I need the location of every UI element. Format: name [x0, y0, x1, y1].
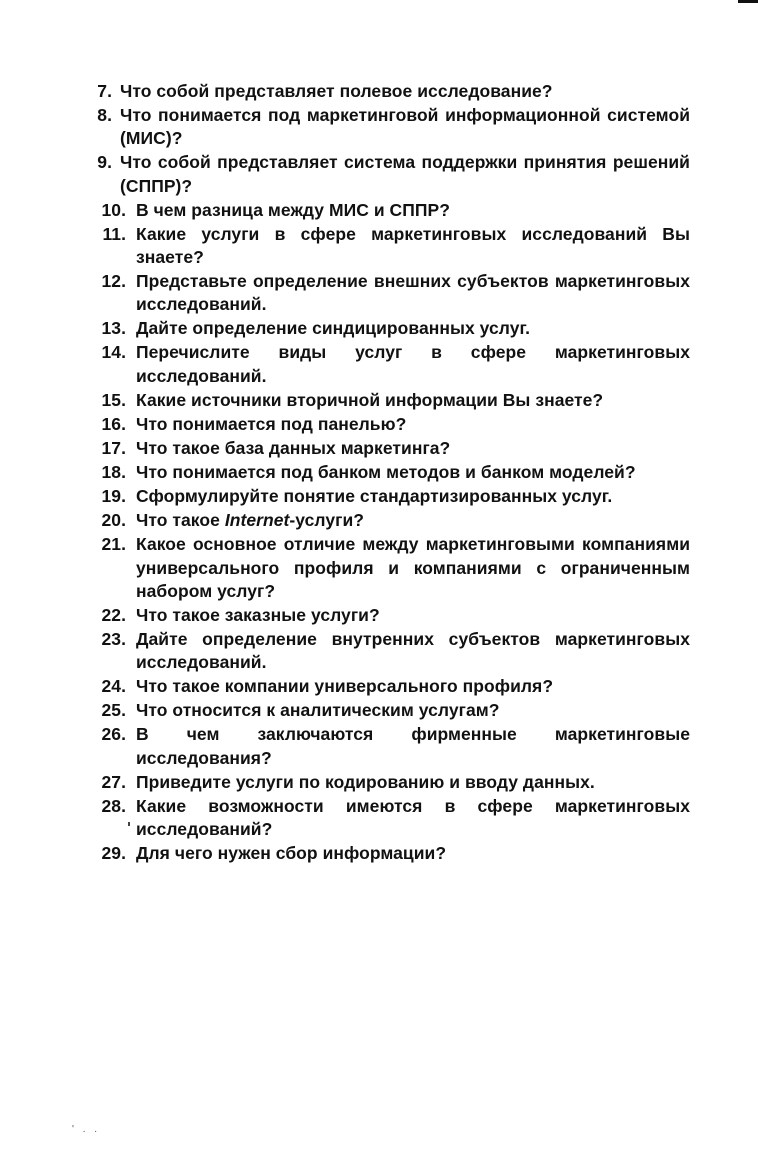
list-item: [84, 317, 690, 340]
question-text: Перечислите виды услуг в сфере маркетинговых исследований.: [136, 342, 690, 386]
question-number: 12.: [101, 271, 126, 292]
stray-ink-mark: [128, 822, 130, 826]
list-item: [84, 628, 690, 674]
list-item: [84, 604, 690, 627]
question-text: Приведите услуги по кодированию и вводу данных.: [136, 771, 595, 792]
list-item: [84, 104, 690, 150]
list-item: [84, 485, 690, 508]
question-text: Что относится к аналитическим услугам?: [136, 700, 500, 721]
question-number: 8.: [97, 105, 112, 126]
question-number: 14.: [101, 342, 126, 363]
question-number: 25.: [101, 700, 126, 721]
list-item: [84, 723, 690, 769]
question-number: 9.: [97, 152, 112, 173]
question-text: [126, 509, 690, 532]
question-number: 20.: [101, 510, 126, 531]
question-number: 23.: [101, 628, 126, 649]
question-list: [84, 80, 690, 866]
question-text: Что такое заказные услуги?: [136, 604, 380, 625]
list-item: [84, 533, 690, 603]
question-number: 29.: [101, 843, 126, 864]
list-item: [84, 223, 690, 269]
list-item: [84, 341, 690, 387]
question-number: 28.: [101, 795, 126, 816]
question-text: Что понимается под панелью?: [136, 413, 407, 434]
question-text: Какое основное отличие между маркетинговыми компаниями универсального профиля и компаниями с ограниченным набором услуг?: [136, 534, 690, 601]
list-item: [84, 413, 690, 436]
question-number: 18.: [101, 462, 126, 483]
list-item: [84, 389, 690, 412]
list-item: [84, 771, 690, 794]
list-item: [84, 270, 690, 316]
page-edge-mark: [738, 0, 758, 3]
question-text: Что понимается под маркетинговой информационной системой (МИС)?: [120, 105, 690, 149]
question-number: 21.: [101, 534, 126, 555]
question-number: 15.: [101, 389, 126, 410]
question-text: Дайте определение синдицированных услуг.: [136, 318, 530, 339]
question-text: В чем заключаются фирменные маркетинговые исследования?: [136, 724, 690, 768]
list-item: [84, 437, 690, 460]
list-item: [84, 80, 690, 103]
list-item: [84, 199, 690, 222]
question-text: Какие услуги в сфере маркетинговых исследований Вы знаете?: [136, 223, 690, 267]
list-item: [84, 795, 690, 841]
question-number: 13.: [101, 318, 126, 339]
question-text: Какие возможности имеются в сфере маркетинговых исследований?: [136, 795, 690, 839]
list-item: [84, 151, 690, 197]
question-text: В чем разница между МИС и СППР?: [136, 199, 450, 220]
bottom-marks: ' . .: [72, 1124, 101, 1135]
question-text: Что понимается под банком методов и банком моделей?: [136, 462, 636, 483]
question-number: 27.: [101, 771, 126, 792]
list-item: [84, 675, 690, 698]
question-text: Что такое база данных маркетинга?: [136, 437, 451, 458]
question-number: 26.: [101, 724, 126, 745]
question-text-italic: Internet: [224, 510, 290, 531]
question-number: 24.: [101, 676, 126, 697]
question-number: 22.: [101, 604, 126, 625]
list-item: [84, 461, 690, 484]
question-text-suffix: -услуги?: [289, 510, 365, 531]
question-text: Дайте определение внутренних субъектов маркетинговых исследований.: [136, 628, 690, 673]
question-number: 10.: [101, 199, 126, 220]
question-text: Сформулируйте понятие стандартизированных услуг.: [136, 486, 613, 507]
question-number: 17.: [101, 437, 126, 458]
question-text: Что собой представляет полевое исследование?: [120, 81, 553, 101]
question-number: 19.: [101, 486, 126, 507]
question-number: 7.: [97, 81, 112, 101]
question-text: Для чего нужен сбор информации?: [136, 843, 447, 864]
list-item: [84, 699, 690, 722]
question-text: Какие источники вторичной информации Вы знаете?: [136, 389, 604, 410]
question-text: Что такое компании универсального профиля?: [136, 676, 554, 697]
question-number: 11.: [102, 223, 126, 244]
question-text: Что собой представляет система поддержки принятия решений (СППР)?: [120, 152, 690, 196]
question-number: 16.: [101, 413, 126, 434]
list-item: [84, 509, 690, 532]
question-text-prefix: Что такое: [136, 510, 225, 531]
question-text: Представьте определение внешних субъектов маркетинговых исследований.: [136, 271, 690, 315]
list-item: [84, 842, 690, 865]
